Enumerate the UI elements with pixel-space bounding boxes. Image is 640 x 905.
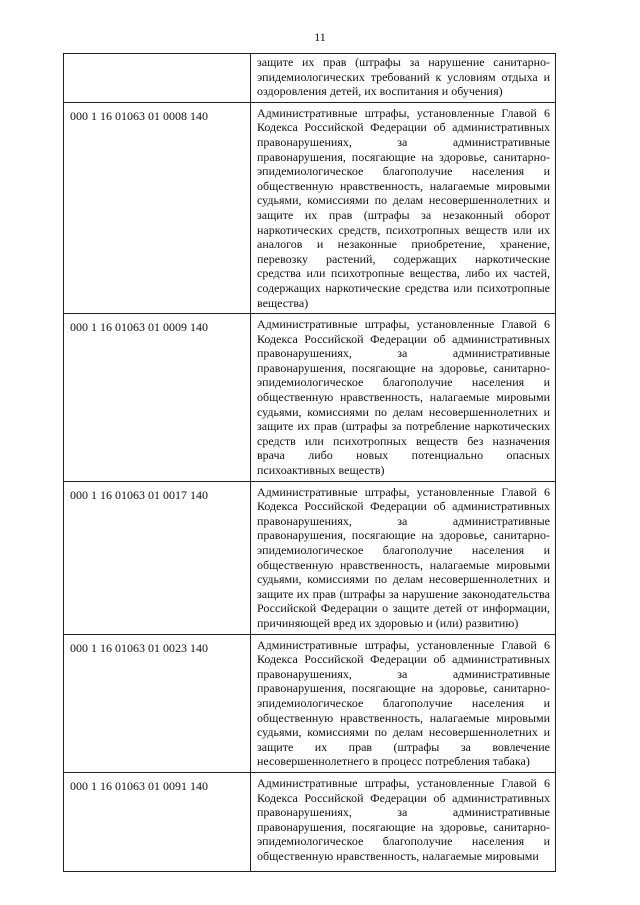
classification-code: [64, 54, 251, 103]
table-row: [64, 314, 556, 482]
table-row: [64, 102, 556, 313]
table-row: [64, 54, 556, 103]
code-description: Административные штрафы, установленные Главой 6 Кодекса Российской Федерации об административных правонарушениях, за административные правонарушения, посягающие на здоровье, санитарно-эпидемиологическое благополучие населения и общественную нравственность, налагаемые мировыми судьями, комиссиями по делам несовершеннолетних и защите их прав (штрафы за вовлечение несовершеннолетнего в процесс потребления табака): [251, 634, 556, 772]
code-description: Административные штрафы, установленные Главой 6 Кодекса Российской Федерации об административных правонарушениях, за административные правонарушения, посягающие на здоровье, санитарно-эпидемиологическое благополучие населения и общественную нравственность, налагаемые мировыми судьями, комиссиями по делам несовершеннолетних и защите их прав (штрафы за незаконный оборот наркотических средств, психотропных веществ или их аналогов и незаконные приобретение, хранение, перевозку растений, содержащих наркотические средства или психотропные вещества, либо их частей, содержащих наркотические средства или психотропные вещества): [251, 102, 556, 313]
classification-code: 000 1 16 01063 01 0017 140: [64, 481, 251, 634]
classification-code: 000 1 16 01063 01 0091 140: [64, 772, 251, 871]
classification-code: 000 1 16 01063 01 0009 140: [64, 314, 251, 482]
page-number: 11: [314, 30, 326, 44]
classification-code: 000 1 16 01063 01 0023 140: [64, 634, 251, 772]
code-description: Административные штрафы, установленные Главой 6 Кодекса Российской Федерации об административных правонарушениях, за административные правонарушения, посягающие на здоровье, санитарно-эпидемиологическое благополучие населения и общественную нравственность, налагаемые мировыми судьями, комиссиями по делам несовершеннолетних и защите их прав (штрафы за потребление наркотических средств или психотропных веществ без назначения врача либо новых потенциально опасных психоактивных веществ): [251, 314, 556, 482]
table-row: [64, 481, 556, 634]
table-row: [64, 634, 556, 772]
classification-code: 000 1 16 01063 01 0008 140: [64, 102, 251, 313]
budget-codes-table: [63, 53, 556, 872]
code-description: защите их прав (штрафы за нарушение санитарно-эпидемиологических требований к условиям отдыха и оздоровления детей, их воспитания и обучения): [251, 54, 556, 103]
code-description: Административные штрафы, установленные Главой 6 Кодекса Российской Федерации об административных правонарушениях, за административные правонарушения, посягающие на здоровье, санитарно-эпидемиологическое благополучие населения и общественную нравственность, налагаемые мировыми: [251, 772, 556, 871]
code-description: Административные штрафы, установленные Главой 6 Кодекса Российской Федерации об административных правонарушениях, за административные правонарушения, посягающие на здоровье, санитарно-эпидемиологическое благополучие населения и общественную нравственность, налагаемые мировыми судьями, комиссиями по делам несовершеннолетних и защите их прав (штрафы за нарушение законодательства Российской Федерации о защите детей от информации, причиняющей вред их здоровью и (или) развитию): [251, 481, 556, 634]
table-row: [64, 772, 556, 871]
